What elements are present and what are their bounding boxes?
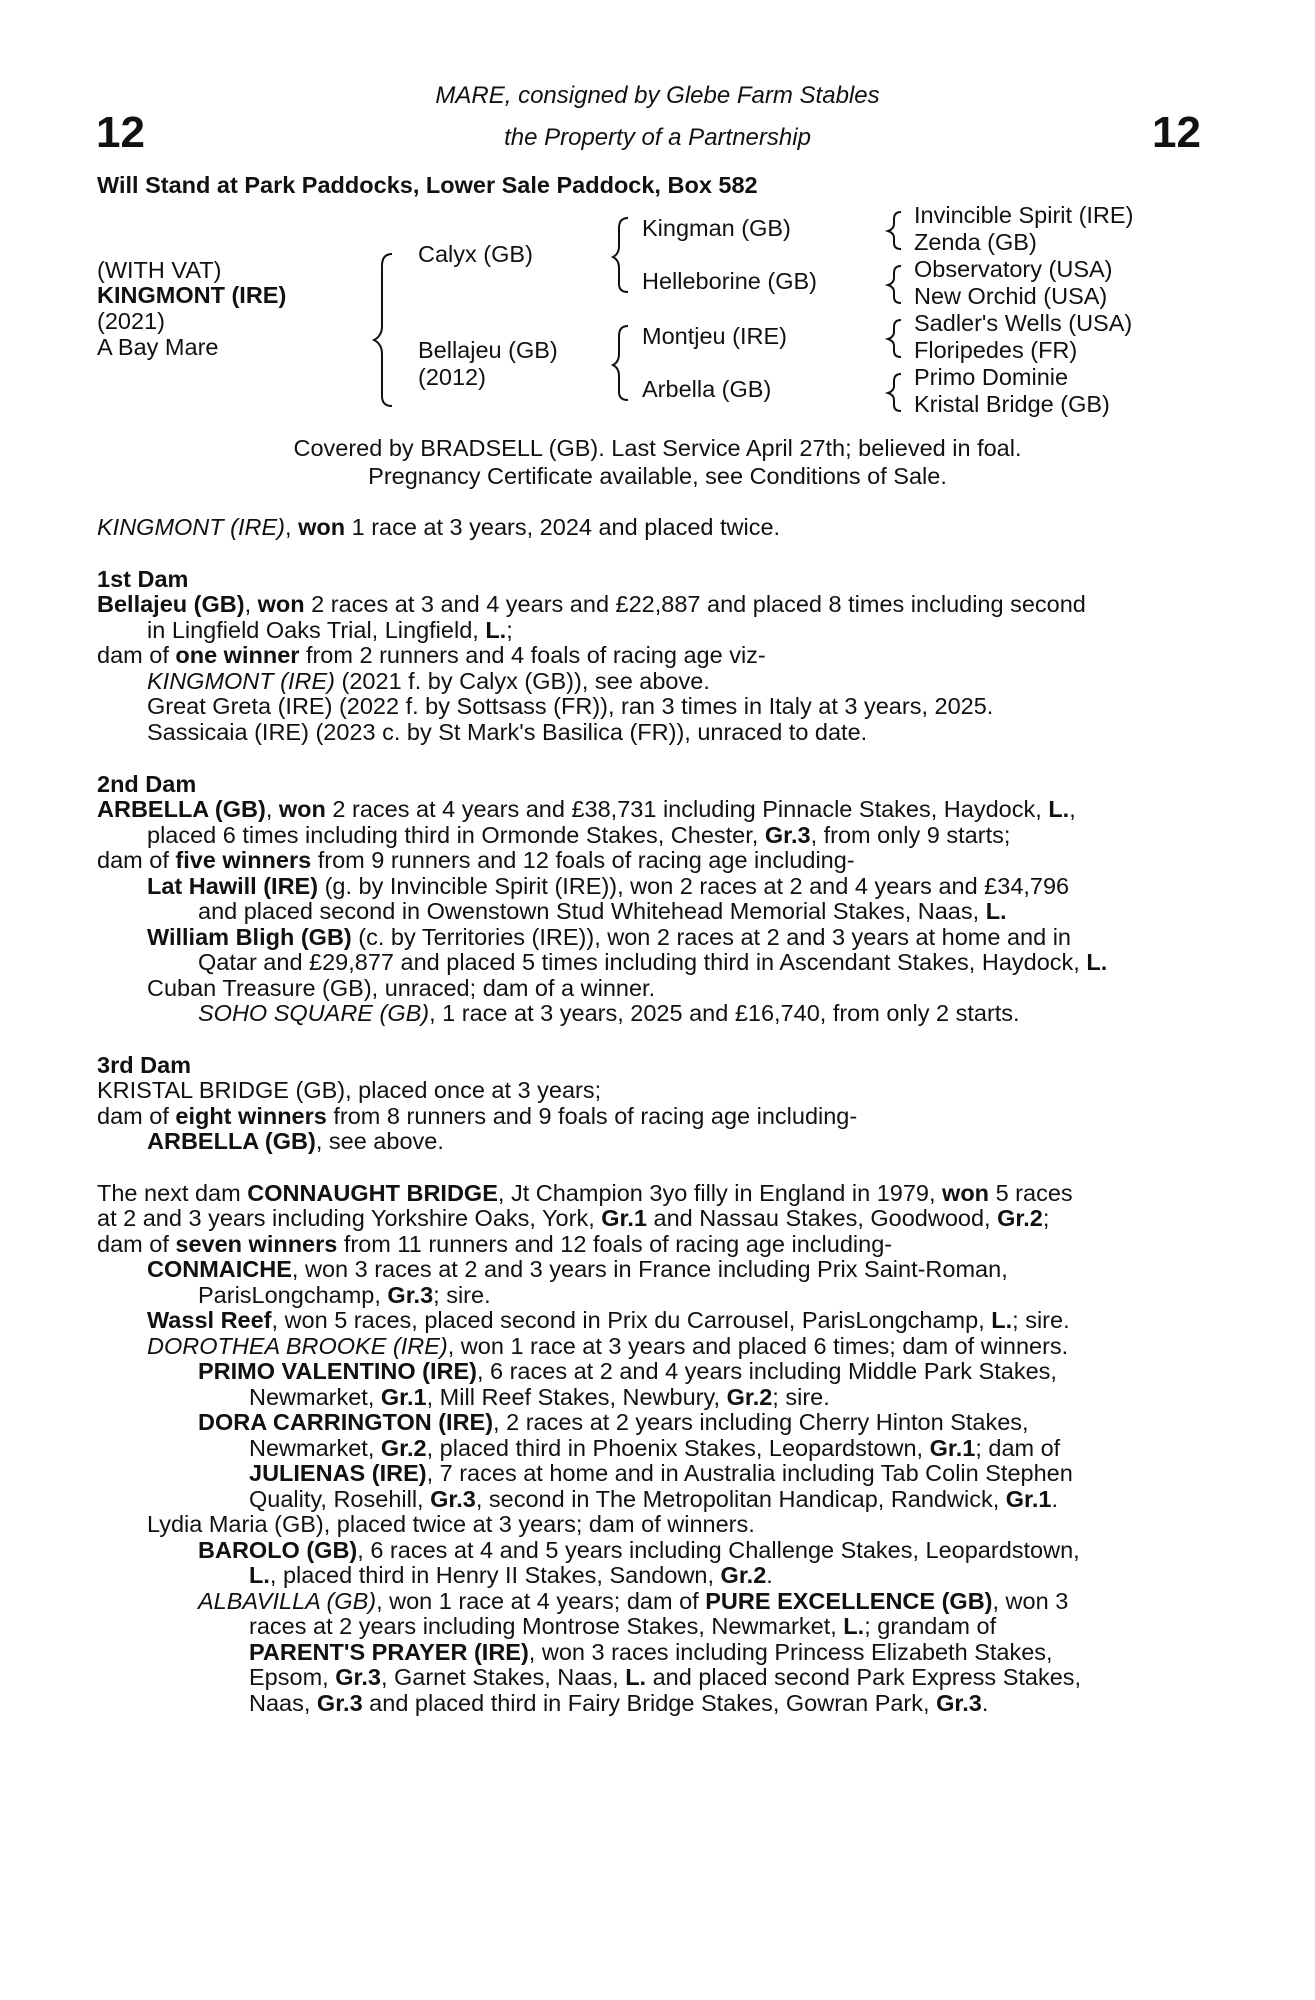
- body-text: ; sire.: [772, 1384, 830, 1410]
- body-line: [249, 1461, 1073, 1487]
- body-text: , 6 races at 4 and 5 years including Challenge Stakes, Leopardstown,: [357, 1537, 1080, 1563]
- pregnancy-note: Pregnancy Certificate available, see Conditions of Sale.: [368, 463, 947, 489]
- body-text: L.: [1086, 949, 1108, 975]
- pedigree-brace-dd: [888, 374, 901, 411]
- body-text: won: [942, 1180, 990, 1206]
- body-text: dam of: [97, 1103, 176, 1129]
- body-text: KINGMONT (IRE): [147, 668, 335, 694]
- body-line: [249, 1487, 1058, 1513]
- body-text: PURE EXCELLENCE (GB): [705, 1588, 993, 1614]
- body-text: one winner: [175, 642, 300, 668]
- body-text: SOHO SQUARE (GB): [198, 1000, 430, 1026]
- body-line: [97, 1206, 1049, 1232]
- body-line: [198, 1410, 1029, 1436]
- body-line: [249, 1665, 1081, 1691]
- body-text: , won 3 races at 2 and 3 years in France including Prix Saint-Roman,: [291, 1256, 1008, 1282]
- body-text: L.: [843, 1613, 865, 1639]
- body-text: , won 3 races including Princess Elizabeth Stakes,: [528, 1639, 1053, 1665]
- body-text: Gr.3: [387, 1282, 434, 1308]
- body-line: [147, 1257, 1008, 1283]
- body-text: Gr.3: [764, 822, 811, 848]
- body-text: Epsom,: [249, 1664, 336, 1690]
- body-line: [147, 618, 513, 644]
- body-text: Bellajeu (GB): [97, 591, 245, 617]
- pedigree-brace-sd: [888, 266, 901, 303]
- body-line: [249, 1640, 1053, 1666]
- body-line: [147, 1129, 444, 1155]
- body-text: Cuban Treasure (GB), unraced; dam of a winner.: [147, 975, 656, 1001]
- body-text: Gr.1: [380, 1384, 427, 1410]
- body-line: [147, 976, 655, 1002]
- body-text: seven winners: [175, 1231, 338, 1257]
- body-text: 2 races at 3 and 4 years and £22,887 and placed 8 times including second: [304, 591, 1086, 617]
- body-text: from 2 runners and 4 foals of racing age viz-: [299, 642, 766, 668]
- body-text: , see above.: [315, 1128, 444, 1154]
- body-text: Gr.1: [601, 1205, 647, 1231]
- body-text: The next dam: [97, 1180, 248, 1206]
- body-line: [198, 1589, 1068, 1615]
- body-line: [198, 1283, 491, 1309]
- pedigree-sire-dam: Helleborine (GB): [642, 268, 818, 294]
- body-text: Gr.3: [936, 1690, 982, 1716]
- body-text: at 2 and 3 years including Yorkshire Oaks, York,: [97, 1205, 602, 1231]
- pedigree-sire: Calyx (GB): [418, 241, 533, 267]
- body-line: [97, 1053, 191, 1079]
- body-text: Gr.2: [720, 1562, 767, 1588]
- body-text: Wassl Reef: [147, 1307, 272, 1333]
- body-text: dam of: [97, 847, 176, 873]
- body-text: , won 3: [992, 1588, 1069, 1614]
- body-text: Lat Hawill (IRE): [147, 873, 319, 899]
- body-text: Gr.1: [1005, 1486, 1052, 1512]
- body-text: Gr.1: [929, 1435, 976, 1461]
- body-text: ,: [285, 514, 299, 540]
- pedigree-brace-ds: [888, 320, 901, 357]
- body-line: [97, 1232, 892, 1258]
- pedigree-brace-dam: [613, 326, 628, 400]
- body-line: [97, 1181, 1073, 1207]
- body-text: from 11 runners and 12 foals of racing age including-: [337, 1231, 893, 1257]
- pedigree-sire-sire: Kingman (GB): [642, 215, 791, 241]
- body-text: DORA CARRINGTON (IRE): [198, 1409, 494, 1435]
- body-line: [97, 797, 1076, 823]
- lot-number-right: 12: [1152, 108, 1201, 157]
- body-line: [147, 823, 1010, 849]
- pedigree-ddd: Kristal Bridge (GB): [914, 391, 1110, 417]
- body-text: PRIMO VALENTINO (IRE): [198, 1358, 477, 1384]
- body-line: [249, 1385, 830, 1411]
- body-line: [147, 874, 1069, 900]
- body-text: .: [981, 1690, 989, 1716]
- body-text: won: [298, 514, 346, 540]
- body-line: [147, 1334, 1068, 1360]
- body-text: Great Greta (IRE) (2022 f. by Sottsass (FR)), ran 3 times in Italy at 3 years, 2025.: [147, 693, 994, 719]
- body-text: , 7 races at home and in Australia including Tab Colin Stephen: [426, 1460, 1073, 1486]
- pedigree-brace-main: [374, 254, 392, 406]
- body-text: ; grandam of: [864, 1613, 997, 1639]
- body-text: ALBAVILLA (GB): [198, 1588, 377, 1614]
- lot-number-left: 12: [96, 108, 145, 157]
- body-line: [97, 848, 855, 874]
- body-text: CONNAUGHT BRIDGE: [247, 1180, 498, 1206]
- body-text: , 2 races at 2 years including Cherry Hinton Stakes,: [493, 1409, 1029, 1435]
- body-text: ,: [1069, 796, 1076, 822]
- body-text: and placed second in Owenstown Stud Whitehead Memorial Stakes, Naas,: [198, 898, 986, 924]
- body-text: CONMAICHE: [147, 1256, 292, 1282]
- body-text: from 8 runners and 9 foals of racing age including-: [326, 1103, 858, 1129]
- body-text: L.: [1048, 796, 1070, 822]
- body-text: and placed third in Fairy Bridge Stakes, Gowran Park,: [362, 1690, 937, 1716]
- body-text: 2 races at 4 years and £38,731 including Pinnacle Stakes, Haydock,: [325, 796, 1049, 822]
- pedigree-dam-sire: Montjeu (IRE): [642, 323, 787, 349]
- body-text: KRISTAL BRIDGE (GB), placed once at 3 years;: [97, 1077, 602, 1103]
- body-text: and placed second Park Express Stakes,: [646, 1664, 1082, 1690]
- body-text: , 6 races at 2 and 4 years including Middle Park Stakes,: [476, 1358, 1057, 1384]
- body-text: , placed third in Phoenix Stakes, Leopardstown,: [426, 1435, 930, 1461]
- body-text: ParisLongchamp,: [198, 1282, 388, 1308]
- body-line: [249, 1563, 773, 1589]
- horse-year: (2021): [97, 308, 165, 334]
- body-text: won: [278, 796, 326, 822]
- body-text: Gr.2: [380, 1435, 427, 1461]
- body-line: [198, 1001, 1020, 1027]
- body-text: , from only 9 starts;: [810, 822, 1011, 848]
- body-line: [249, 1691, 988, 1717]
- body-text: (g. by Invincible Spirit (IRE)), won 2 races at 2 and 4 years and £34,796: [318, 873, 1070, 899]
- pedigree-ssd: Zenda (GB): [914, 229, 1037, 255]
- body-text: L.: [991, 1307, 1013, 1333]
- body-line: [198, 1538, 1080, 1564]
- pedigree-dsd: Floripedes (FR): [914, 337, 1078, 363]
- body-text: , 1 race at 3 years, 2025 and £16,740, from only 2 starts.: [429, 1000, 1020, 1026]
- pedigree-sdd: New Orchid (USA): [914, 283, 1108, 309]
- covered-note: Covered by BRADSELL (GB). Last Service April 27th; believed in foal.: [293, 435, 1022, 461]
- body-text: .: [1051, 1486, 1059, 1512]
- property-line: the Property of a Partnership: [504, 124, 811, 151]
- body-text: , placed third in Henry II Stakes, Sandown,: [269, 1562, 721, 1588]
- body-text: , Jt Champion 3yo filly in England in 1979,: [497, 1180, 943, 1206]
- horse-name: KINGMONT (IRE): [97, 282, 287, 308]
- body-text: Newmarket,: [249, 1435, 381, 1461]
- body-text: DOROTHEA BROOKE (IRE): [147, 1333, 448, 1359]
- body-text: won: [257, 591, 305, 617]
- stand-location: Will Stand at Park Paddocks, Lower Sale Paddock, Box 582: [97, 172, 758, 198]
- consignor-line: MARE, consigned by Glebe Farm Stables: [435, 82, 880, 109]
- body-text: Gr.3: [316, 1690, 363, 1716]
- body-line: [97, 643, 766, 669]
- body-text: and Nassau Stakes, Goodwood,: [647, 1205, 998, 1231]
- body-text: 2nd Dam: [97, 771, 197, 797]
- body-line: [147, 669, 710, 695]
- pedigree-brace-sire: [613, 218, 628, 292]
- body-line: [97, 1104, 857, 1130]
- body-text: 5 races: [989, 1180, 1073, 1206]
- body-text: dam of: [97, 1231, 176, 1257]
- body-text: L.: [985, 898, 1007, 924]
- body-text: Gr.2: [726, 1384, 773, 1410]
- body-line: [147, 720, 867, 746]
- body-text: ;: [1042, 1205, 1050, 1231]
- body-text: ,: [265, 796, 279, 822]
- body-line: [97, 772, 196, 798]
- body-line: [97, 1078, 601, 1104]
- body-text: dam of: [97, 642, 176, 668]
- pedigree-sss: Invincible Spirit (IRE): [914, 202, 1134, 228]
- body-text: Qatar and £29,877 and placed 5 times including third in Ascendant Stakes, Haydock,: [198, 949, 1087, 975]
- body-text: , Garnet Stakes, Naas,: [380, 1664, 626, 1690]
- body-text: Gr.3: [430, 1486, 476, 1512]
- body-text: , won 1 race at 4 years; dam of: [376, 1588, 706, 1614]
- pedigree-brace-ss: [888, 212, 901, 249]
- pedigree-dam-year: (2012): [418, 364, 486, 390]
- pedigree-dss: Sadler's Wells (USA): [914, 310, 1133, 336]
- body-text: ;: [506, 617, 513, 643]
- body-line: [97, 515, 780, 541]
- body-text: from 9 runners and 12 foals of racing age including-: [311, 847, 855, 873]
- body-text: .: [766, 1562, 773, 1588]
- body-line: [97, 567, 188, 593]
- vat-note: (WITH VAT): [97, 257, 222, 283]
- body-text: Quality, Rosehill,: [249, 1486, 431, 1512]
- body-text: 1st Dam: [97, 566, 189, 592]
- body-text: , Mill Reef Stakes, Newbury,: [426, 1384, 727, 1410]
- body-text: ARBELLA (GB): [147, 1128, 316, 1154]
- body-line: [198, 899, 1007, 925]
- body-text: , won 1 race at 3 years and placed 6 times; dam of winners.: [447, 1333, 1069, 1359]
- body-text: placed 6 times including third in Ormonde Stakes, Chester,: [147, 822, 765, 848]
- pedigree-dam: Bellajeu (GB): [418, 337, 558, 363]
- horse-description: A Bay Mare: [97, 334, 219, 360]
- body-text: races at 2 years including Montrose Stakes, Newmarket,: [249, 1613, 844, 1639]
- body-line: [147, 694, 993, 720]
- body-line: [147, 1308, 1070, 1334]
- body-text: five winners: [175, 847, 312, 873]
- body-line: [198, 1359, 1057, 1385]
- body-line: [249, 1436, 1060, 1462]
- body-text: Naas,: [249, 1690, 317, 1716]
- body-text: PARENT'S PRAYER (IRE): [249, 1639, 529, 1665]
- body-text: Gr.2: [997, 1205, 1043, 1231]
- body-line: [97, 592, 1086, 618]
- body-text: Lydia Maria (GB), placed twice at 3 years; dam of winners.: [147, 1511, 755, 1537]
- pedigree-dds: Primo Dominie: [914, 364, 1069, 390]
- body-text: 3rd Dam: [97, 1052, 192, 1078]
- body-text: Newmarket,: [249, 1384, 381, 1410]
- body-text: eight winners: [175, 1103, 327, 1129]
- body-text: L.: [249, 1562, 270, 1588]
- body-text: (2021 f. by Calyx (GB)), see above.: [335, 668, 710, 694]
- body-line: [249, 1614, 996, 1640]
- body-text: BAROLO (GB): [198, 1537, 358, 1563]
- body-text: William Bligh (GB): [147, 924, 352, 950]
- body-line: [147, 1512, 755, 1538]
- body-text: ; dam of: [975, 1435, 1061, 1461]
- body-text: KINGMONT (IRE): [97, 514, 285, 540]
- pedigree-sds: Observatory (USA): [914, 256, 1113, 282]
- pedigree-dam-dam: Arbella (GB): [642, 376, 772, 402]
- body-text: , second in The Metropolitan Handicap, Randwick,: [475, 1486, 1006, 1512]
- body-text: ; sire.: [1012, 1307, 1070, 1333]
- body-text: L.: [485, 617, 507, 643]
- body-text: 1 race at 3 years, 2024 and placed twice.: [345, 514, 781, 540]
- body-line: [147, 925, 1071, 951]
- body-text: JULIENAS (IRE): [249, 1460, 427, 1486]
- body-text: Gr.3: [335, 1664, 381, 1690]
- body-text: ARBELLA (GB): [97, 796, 266, 822]
- body-text: (c. by Territories (IRE)), won 2 races at 2 and 3 years at home and in: [351, 924, 1072, 950]
- body-text: ; sire.: [433, 1282, 491, 1308]
- body-text: ,: [244, 591, 258, 617]
- body-text: in Lingfield Oaks Trial, Lingfield,: [147, 617, 486, 643]
- body-text: , won 5 races, placed second in Prix du Carrousel, ParisLongchamp,: [271, 1307, 992, 1333]
- body-text: Sassicaia (IRE) (2023 c. by St Mark's Basilica (FR)), unraced to date.: [147, 719, 868, 745]
- body-line: [198, 950, 1107, 976]
- body-text: L.: [625, 1664, 647, 1690]
